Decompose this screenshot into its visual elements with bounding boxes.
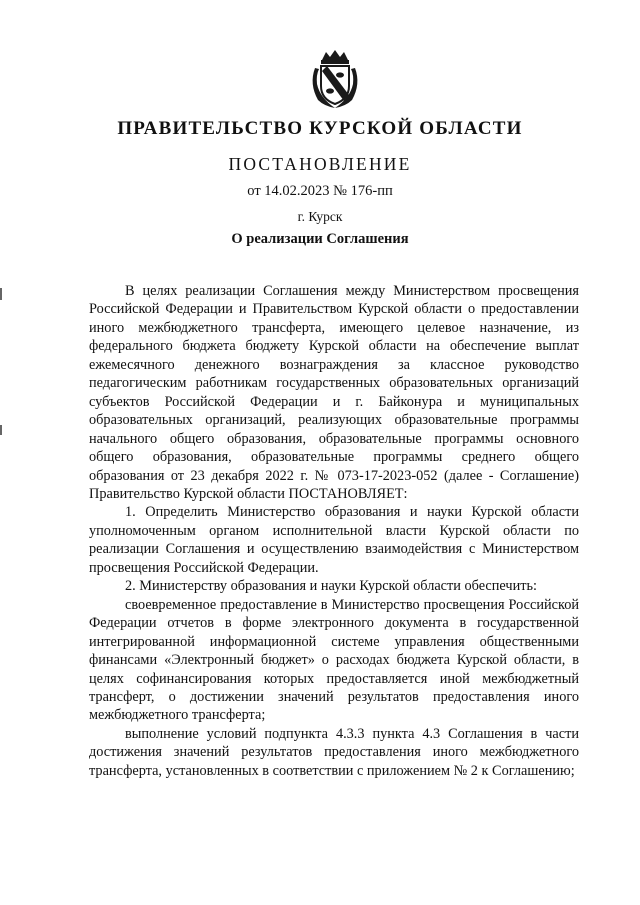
coat-of-arms-icon xyxy=(306,48,364,110)
clause-2-paragraph: 2. Министерству образования и науки Курской области обеспечить: xyxy=(125,578,537,595)
clause-2-item-reports: своевременное предоставление в Министерство просвещения Российской Федерации отчетов в форме электронного документа в государственной интегрированной информационной системе управления общественными финансами «Электронный бюджет» о расходах бюджета Курской области, в целях софинансирования которых предоставляется иной межбюджетный трансферт, о достижении значений результатов предоставления иного межбюджетного трансферта; xyxy=(89,596,579,724)
document-type: ПОСТАНОВЛЕНИЕ xyxy=(228,154,412,174)
scan-edge-mark xyxy=(0,288,2,300)
city: г. Курск xyxy=(297,209,343,224)
date-number-line: от 14.02.2023 № 176-пп xyxy=(247,183,393,199)
document-body xyxy=(89,282,579,780)
clause-2-item-conditions: выполнение условий подпункта 4.3.3 пункта 4.3 Соглашения в части достижения значений результатов предоставления иного межбюджетного трансферта, установленных в соответствии с приложением № 2 к Соглашению; xyxy=(89,725,579,779)
preamble-paragraph: В целях реализации Соглашения между Министерством просвещения Российской Федерации и Правительством Курской области о предоставлении иного межбюджетного трансферта, имеющего целевое назначение, из федерального бюджета бюджету Курской области на обеспечение выплат ежемесячного денежного вознаграждения за классное руководство педагогическим работникам государственных образовательных организаций субъектов Российской Федерации и г. Байконура и муниципальных образовательных организаций, реализующих образовательные программы начального общего образования, образовательные программы основного общего образования, образовательные программы среднего общего образования от 23 декабря 2022 г. № 073-17-2023-052 (далее - Соглашение) Правительство Курской области ПОСТАНОВЛЯЕТ: xyxy=(89,283,579,502)
scan-edge-mark xyxy=(0,425,2,435)
government-title: ПРАВИТЕЛЬСТВО КУРСКОЙ ОБЛАСТИ xyxy=(117,118,523,139)
document-subject: О реализации Соглашения xyxy=(231,231,409,247)
clause-1-paragraph: 1. Определить Министерство образования и науки Курской области уполномоченным органом исполнительной власти Курской области по реализации Соглашения и осуществлению взаимодействия с Министерством просвещения Российской Федерации. xyxy=(89,504,579,576)
